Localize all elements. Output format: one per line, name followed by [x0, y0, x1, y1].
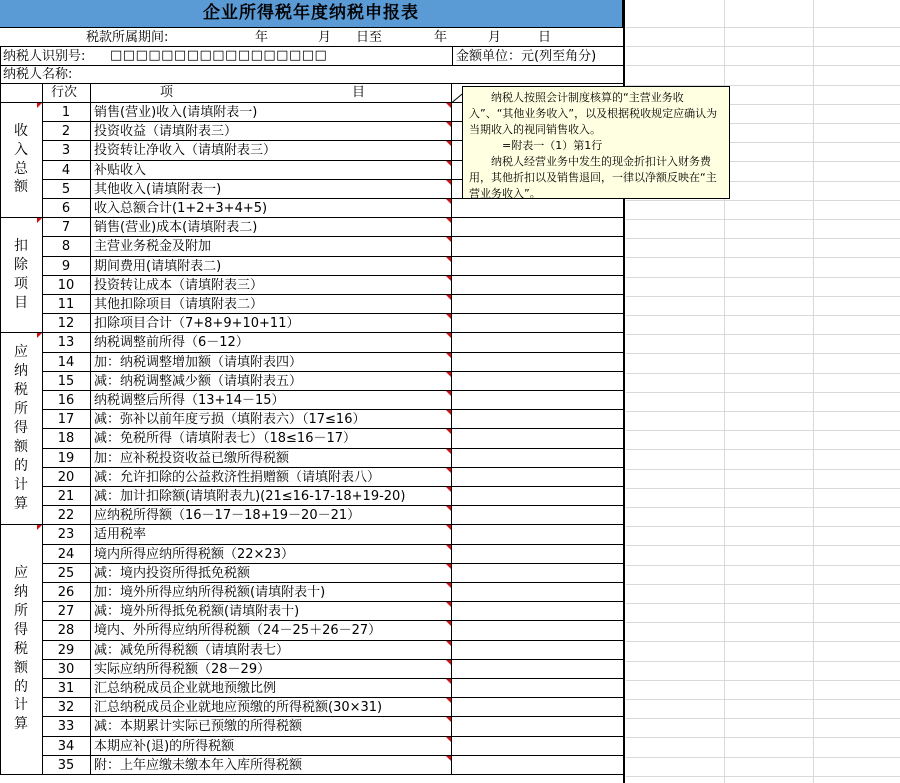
row-divider	[42, 352, 624, 353]
row-item-label: 减：减免所得税额（请填附表七）	[94, 642, 290, 658]
row-item-label: 纳税调整后所得（13+14－15）	[94, 393, 285, 408]
row-item-label: 适用税率	[94, 527, 147, 543]
unit-cell-border	[452, 46, 453, 65]
row-index: 9	[61, 258, 71, 274]
section-label-char: 项	[14, 275, 28, 292]
row-item-label: 其他收入(请填附表一)	[94, 181, 222, 197]
row-divider	[42, 256, 624, 257]
row-index: 17	[57, 412, 75, 428]
gridline	[626, 277, 900, 278]
row-divider	[42, 217, 624, 218]
row-index: 29	[57, 642, 75, 658]
section-label-char: 总	[14, 160, 28, 177]
row-index: 8	[61, 239, 71, 255]
row-divider	[42, 544, 624, 545]
row-index: 20	[57, 469, 75, 485]
row-item-label: 投资转让净收入（请填附表三）	[94, 143, 277, 159]
row-item-label: 减：弥补以前年度亏损（填附表六）（17≤16）	[94, 412, 366, 428]
section-label-char: 扣	[14, 238, 28, 254]
row-index: 22	[57, 508, 75, 524]
period-year-1: 年	[255, 30, 269, 45]
row-item-label: 实际应纳所得税额（28－29）	[94, 661, 271, 677]
gridline	[626, 507, 900, 508]
row-item-label: 投资转让成本（请填附表三）	[94, 277, 264, 293]
row-item-label: 应纳税所得额（16－17－18+19－20－21）	[94, 508, 361, 524]
row-divider	[42, 736, 624, 737]
amount-unit-label: 金额单位：元(列至角分)	[456, 49, 597, 64]
column-header-index: 行次	[51, 85, 78, 100]
comment-paragraph-2: =附表一（1）第1行	[502, 139, 603, 152]
row-divider	[42, 275, 624, 276]
row-index: 18	[57, 431, 75, 447]
gridline	[626, 373, 900, 374]
comment-paragraph-3: 纳税人经营业务中发生的现金折扣计入财务费用，其他折扣以及销售退回，一律以净额反映在“主营业务收入”。	[469, 155, 717, 200]
section-label-char: 税	[14, 382, 28, 399]
header-divider	[0, 46, 624, 47]
row-item-label: 纳税调整前所得（6－12）	[94, 335, 249, 351]
row-divider	[42, 582, 624, 583]
row-divider	[42, 678, 624, 679]
row-divider	[42, 640, 624, 641]
row-divider	[42, 236, 624, 237]
section-label-char: 纳	[14, 584, 28, 601]
row-index: 30	[57, 661, 75, 677]
section-divider	[0, 524, 42, 525]
row-index: 21	[57, 489, 75, 504]
row-item-label: 期间费用(请填附表二)	[94, 258, 222, 274]
row-divider	[42, 486, 624, 487]
row-divider	[42, 755, 624, 756]
section-label-char: 的	[14, 678, 28, 695]
row-index: 4	[61, 162, 71, 178]
index-col-border	[90, 83, 91, 774]
period-month-2: 月	[488, 30, 502, 45]
left-border	[0, 46, 1, 774]
section-label	[0, 524, 42, 774]
row-index: 31	[57, 681, 75, 696]
row-index: 16	[57, 393, 75, 408]
section-label-char: 税	[14, 640, 28, 657]
period-day-2: 日	[538, 30, 552, 45]
row-index: 10	[57, 277, 75, 293]
section-label-char: 计	[14, 476, 28, 493]
row-index: 15	[57, 373, 75, 389]
row-divider	[42, 448, 624, 449]
section-label	[0, 217, 42, 332]
row-divider	[42, 524, 624, 525]
row-item-label: 收入总额合计(1+2+3+4+5)	[94, 201, 268, 216]
row-item-label: 销售(营业)收入(请填附表一)	[94, 105, 258, 120]
row-item-label: 扣除项目合计（7+8+9+10+11）	[94, 316, 300, 332]
gridline	[626, 469, 900, 470]
column-header-item-a: 项	[160, 85, 174, 100]
section-label-char: 入	[14, 141, 28, 158]
comment-paragraph-1: 纳税人按照会计制度核算的“主营业务收入”、“其他业务收入”，以及根据税收规定应确认为当期收入的视同销售收入。	[469, 91, 718, 136]
row-item-label: 加：应补税投资收益已缴所得税额	[94, 450, 290, 466]
gridline	[626, 488, 900, 489]
row-item-label: 境内、外所得应纳所得税额（24－25＋26－27）	[94, 623, 382, 639]
section-label-char: 得	[14, 419, 28, 436]
section-label-char: 额	[14, 659, 28, 676]
row-item-label: 主营业务税金及附加	[94, 239, 212, 255]
period-month-1: 月	[318, 30, 332, 45]
row-item-label: 减：加计扣除额(请填附表九)(21≤16-17-18+19-20)	[94, 489, 406, 504]
row-item-label: 加：纳税调整增加额（请填附表四）	[94, 354, 303, 370]
row-item-label: 附：上年应缴未缴本年入库所得税额	[94, 757, 303, 773]
gridline	[626, 584, 900, 585]
gridline	[626, 296, 900, 297]
section-label-char: 所	[14, 401, 28, 418]
row-item-label: 减：免税所得（请填附表七）（18≤16－17）	[94, 431, 357, 447]
row-index: 34	[57, 738, 75, 754]
gridline	[626, 219, 900, 220]
row-index: 33	[57, 719, 75, 735]
gridline	[626, 545, 900, 546]
cell-comment-popup[interactable]	[462, 86, 730, 199]
gridline	[626, 737, 900, 738]
section-label-char: 的	[14, 457, 28, 474]
section-label-char: 应	[14, 565, 28, 582]
row-item-label: 减：允许扣除的公益救济性捐赠额（请填附表八）	[94, 469, 381, 485]
section-label-char: 算	[14, 495, 28, 512]
gridline	[626, 411, 900, 412]
header-divider	[0, 65, 624, 66]
row-index: 1	[61, 105, 71, 120]
row-index: 35	[57, 757, 75, 773]
gridline	[626, 641, 900, 642]
row-index: 5	[61, 181, 71, 197]
section-label-char: 算	[14, 716, 28, 733]
row-index: 3	[61, 143, 71, 159]
row-index: 6	[61, 201, 71, 216]
section-label-char: 纳	[14, 363, 28, 380]
row-index: 14	[57, 354, 75, 370]
row-divider	[42, 294, 624, 295]
row-divider	[42, 659, 624, 660]
gridline	[626, 315, 900, 316]
row-item-label: 汇总纳税成员企业就地应预缴的所得税额(30×31)	[94, 700, 383, 716]
section-divider	[0, 332, 42, 333]
table-bottom-border	[0, 774, 624, 775]
row-item-label: 补贴收入	[94, 162, 147, 178]
row-index: 12	[57, 316, 75, 332]
gridline	[626, 353, 900, 354]
row-index: 2	[61, 124, 71, 140]
section-divider	[0, 102, 42, 103]
gridline	[626, 46, 900, 47]
row-item-label: 投资收益（请填附表三）	[94, 124, 238, 140]
row-divider	[42, 697, 624, 698]
taxpayer-id-boxes[interactable]: □□□□□□□□□□□□□□□□□	[110, 48, 328, 63]
row-item-label: 减：境外所得抵免税额(请填附表十)	[94, 604, 300, 620]
row-item-label: 境内所得应纳所得税额（22×23）	[94, 546, 294, 562]
gridline	[626, 699, 900, 700]
row-item-label: 减：境内投资所得抵免税额	[94, 565, 251, 581]
row-index: 27	[57, 604, 75, 620]
row-item-label: 汇总纳税成员企业就地预缴比例	[94, 681, 277, 696]
row-divider	[42, 716, 624, 717]
gridline	[626, 757, 900, 758]
gridline	[626, 622, 900, 623]
section-label-char: 额	[14, 438, 28, 455]
row-divider	[42, 563, 624, 564]
section-label-char: 收	[14, 122, 28, 139]
row-divider	[42, 601, 624, 602]
section-label-char: 所	[14, 602, 28, 619]
gridline	[626, 776, 900, 777]
row-item-label: 减：本期累计实际已预缴的所得税额	[94, 719, 303, 735]
gridline	[626, 680, 900, 681]
section-label-char: 得	[14, 621, 28, 638]
row-index: 23	[57, 527, 75, 543]
row-item-label: 加：境外所得应纳所得税额(请填附表十)	[94, 585, 326, 600]
taxpayer-id-label: 纳税人识别号:	[3, 49, 86, 64]
row-index: 28	[57, 623, 75, 639]
form-title[interactable]: 企业所得税年度纳税申报表	[0, 0, 624, 27]
taxpayer-name-label: 纳税人名称:	[3, 67, 73, 82]
row-index: 11	[57, 297, 75, 312]
item-col-border	[451, 83, 452, 774]
period-day-to: 日至	[356, 30, 383, 45]
header-divider	[0, 27, 624, 28]
section-label-char: 应	[14, 344, 28, 361]
section-label-char: 目	[14, 294, 28, 311]
row-item-label: 本期应补(退)的所得税额	[94, 738, 235, 754]
row-item-label: 其他扣除项目（请填附表二）	[94, 297, 264, 312]
row-index: 13	[57, 335, 75, 351]
column-header-item-b: 目	[352, 85, 366, 100]
row-divider	[42, 313, 624, 314]
gridline	[626, 65, 900, 66]
gridline	[626, 603, 900, 604]
gridline	[626, 334, 900, 335]
row-item-label: 减：纳税调整减少额（请填附表五）	[94, 373, 303, 389]
row-divider	[42, 467, 624, 468]
gridline	[626, 430, 900, 431]
section-divider	[0, 217, 42, 218]
section-label-char: 除	[14, 256, 28, 273]
gridline	[626, 526, 900, 527]
gridline	[626, 257, 900, 258]
gridline	[626, 449, 900, 450]
gridline	[626, 661, 900, 662]
row-item-label: 销售(营业)成本(请填附表二)	[94, 220, 258, 236]
row-divider	[42, 332, 624, 333]
row-index: 24	[57, 546, 75, 562]
row-index: 32	[57, 700, 75, 716]
row-divider	[42, 371, 624, 372]
row-divider	[42, 409, 624, 410]
period-year-2: 年	[434, 30, 448, 45]
section-label	[0, 332, 42, 524]
row-index: 25	[57, 565, 75, 581]
gridline	[626, 718, 900, 719]
gridline	[626, 565, 900, 566]
gridline	[626, 27, 900, 28]
row-divider	[42, 505, 624, 506]
section-label-char: 计	[14, 697, 28, 714]
header-divider	[0, 83, 624, 84]
section-label-char: 额	[14, 179, 28, 196]
section-label	[0, 102, 42, 217]
section-col-border	[42, 83, 43, 774]
gridline	[626, 238, 900, 239]
row-index: 26	[57, 585, 75, 600]
row-divider	[42, 620, 624, 621]
row-divider	[42, 390, 624, 391]
row-index: 7	[61, 220, 71, 236]
period-label: 税款所属期间:	[86, 30, 169, 45]
row-index: 19	[57, 450, 75, 466]
gridline	[626, 392, 900, 393]
row-divider	[42, 428, 624, 429]
